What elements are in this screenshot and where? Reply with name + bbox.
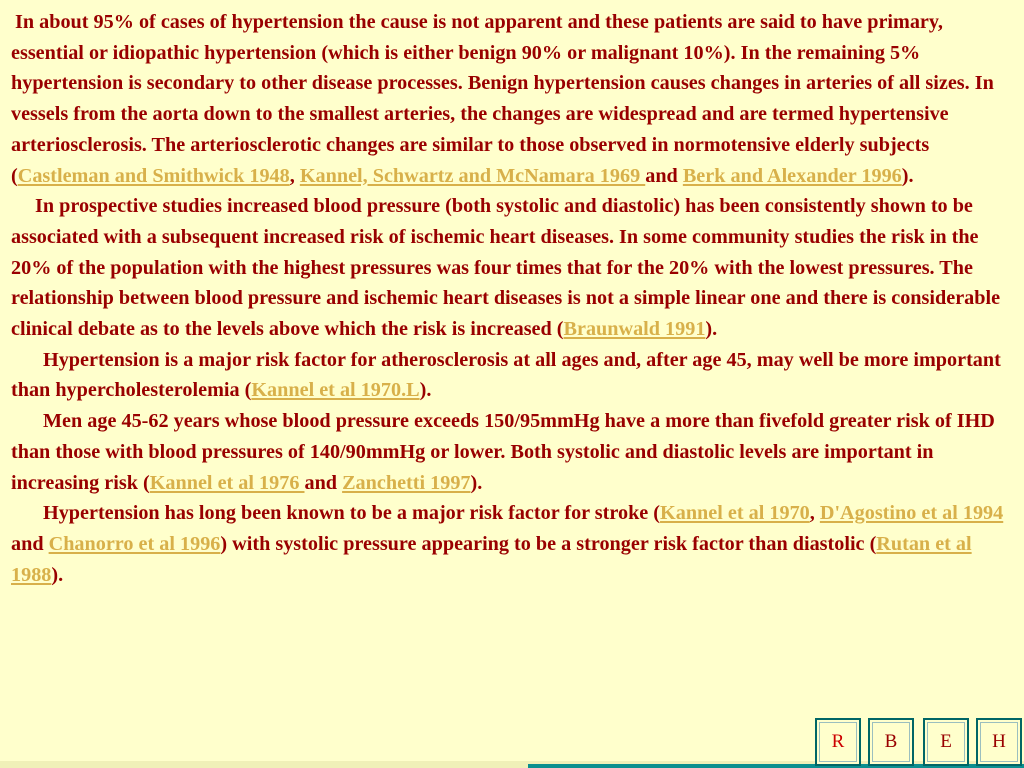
article-body [11,7,1019,590]
paragraph-text: and [645,164,683,187]
nav-button-label: R [831,731,845,752]
citation-castleman-1948[interactable]: Castleman and Smithwick 1948 [17,164,290,187]
nav-button-label: H [992,731,1006,752]
paragraph-text: ). [705,318,718,341]
citation-dagostino-1994[interactable]: D'Agostino et al 1994 [819,502,1004,525]
paragraph-text: ). [419,379,432,402]
nav-button-e[interactable] [923,718,969,766]
paragraph-text: ). [51,563,64,586]
paragraph-text: ) with systolic pressure appearing to be a stronger risk factor than diastolic ( [220,532,877,555]
citation-zanchetti-1997[interactable]: Zanchetti 1997 [342,471,471,494]
nav-button-b[interactable] [868,718,914,766]
paragraph-text: and [11,532,49,555]
paragraph-text: ). [901,164,914,187]
paragraph-3 [11,345,1019,406]
nav-button-label: B [884,731,898,752]
paragraph-4 [11,406,1019,498]
nav-button-r[interactable] [815,718,861,766]
paragraph-text: In about 95% of cases of hypertension the cause is not apparent and these patients are said to have primary, essential or idiopathic hypertension (which is either benign 90% or malignant 10%). In the remaining 5% hypertension is secondary to other disease processes. Benign hypertension causes changes in arteries of all sizes. In vessels from the aorta down to the smallest arteries, the changes are widespread and are termed hypertensive arteriosclerosis. The arteriosclerotic changes are similar to those observed in normotensive elderly subjects ( [11,11,994,187]
citation-berk-1996[interactable]: Berk and Alexander 1996 [682,164,902,187]
paragraph-2 [11,191,1019,345]
citation-kannel-1969[interactable]: Kannel, Schwartz and McNamara 1969 [299,164,646,187]
nav-button-h[interactable] [976,718,1022,766]
citation-chanorro-1996[interactable]: Chanorro et al 1996 [48,532,221,555]
paragraph-text: , [289,164,300,187]
paragraph-1 [11,7,1019,191]
citation-kannel-1970[interactable]: Kannel et al 1970 [660,502,810,525]
paragraph-text: Hypertension is a major risk factor for atherosclerosis at all ages and, after age 45, may well be more important than hypercholesterolemia ( [11,348,1001,402]
citation-braunwald-1991[interactable]: Braunwald 1991 [563,318,706,341]
paragraph-5 [11,498,1019,590]
paragraph-text: Men age 45-62 years whose blood pressure exceeds 150/95mmHg have a more than fivefold greater risk of IHD than those with blood pressures of 140/90mmHg or lower. Both systolic and diastolic levels are important in increasing risk ( [11,410,995,494]
nav-button-label: E [940,731,952,752]
citation-kannel-1970l[interactable]: Kannel et al 1970.L [251,379,420,402]
paragraph-text: Hypertension has long been known to be a major risk factor for stroke ( [43,502,661,525]
citation-kannel-1976[interactable]: Kannel et al 1976 [149,471,305,494]
paragraph-text: and [304,471,343,494]
paragraph-text: ). [470,471,483,494]
paragraph-text: In prospective studies increased blood pressure (both systolic and diastolic) has been consistently shown to be associated with a subsequent increased risk of ischemic heart diseases. In some community studies the risk in the 20% of the population with the highest pressures was four times that for the 20% with the lowest pressures. The relationship between blood pressure and ischemic heart diseases is not a simple linear one and there is considerable clinical debate as to the levels above which the risk is increased ( [11,195,1001,341]
citation-rutan-1988[interactable]: Rutan et al 1988 [11,532,972,586]
paragraph-text: , [809,502,820,525]
